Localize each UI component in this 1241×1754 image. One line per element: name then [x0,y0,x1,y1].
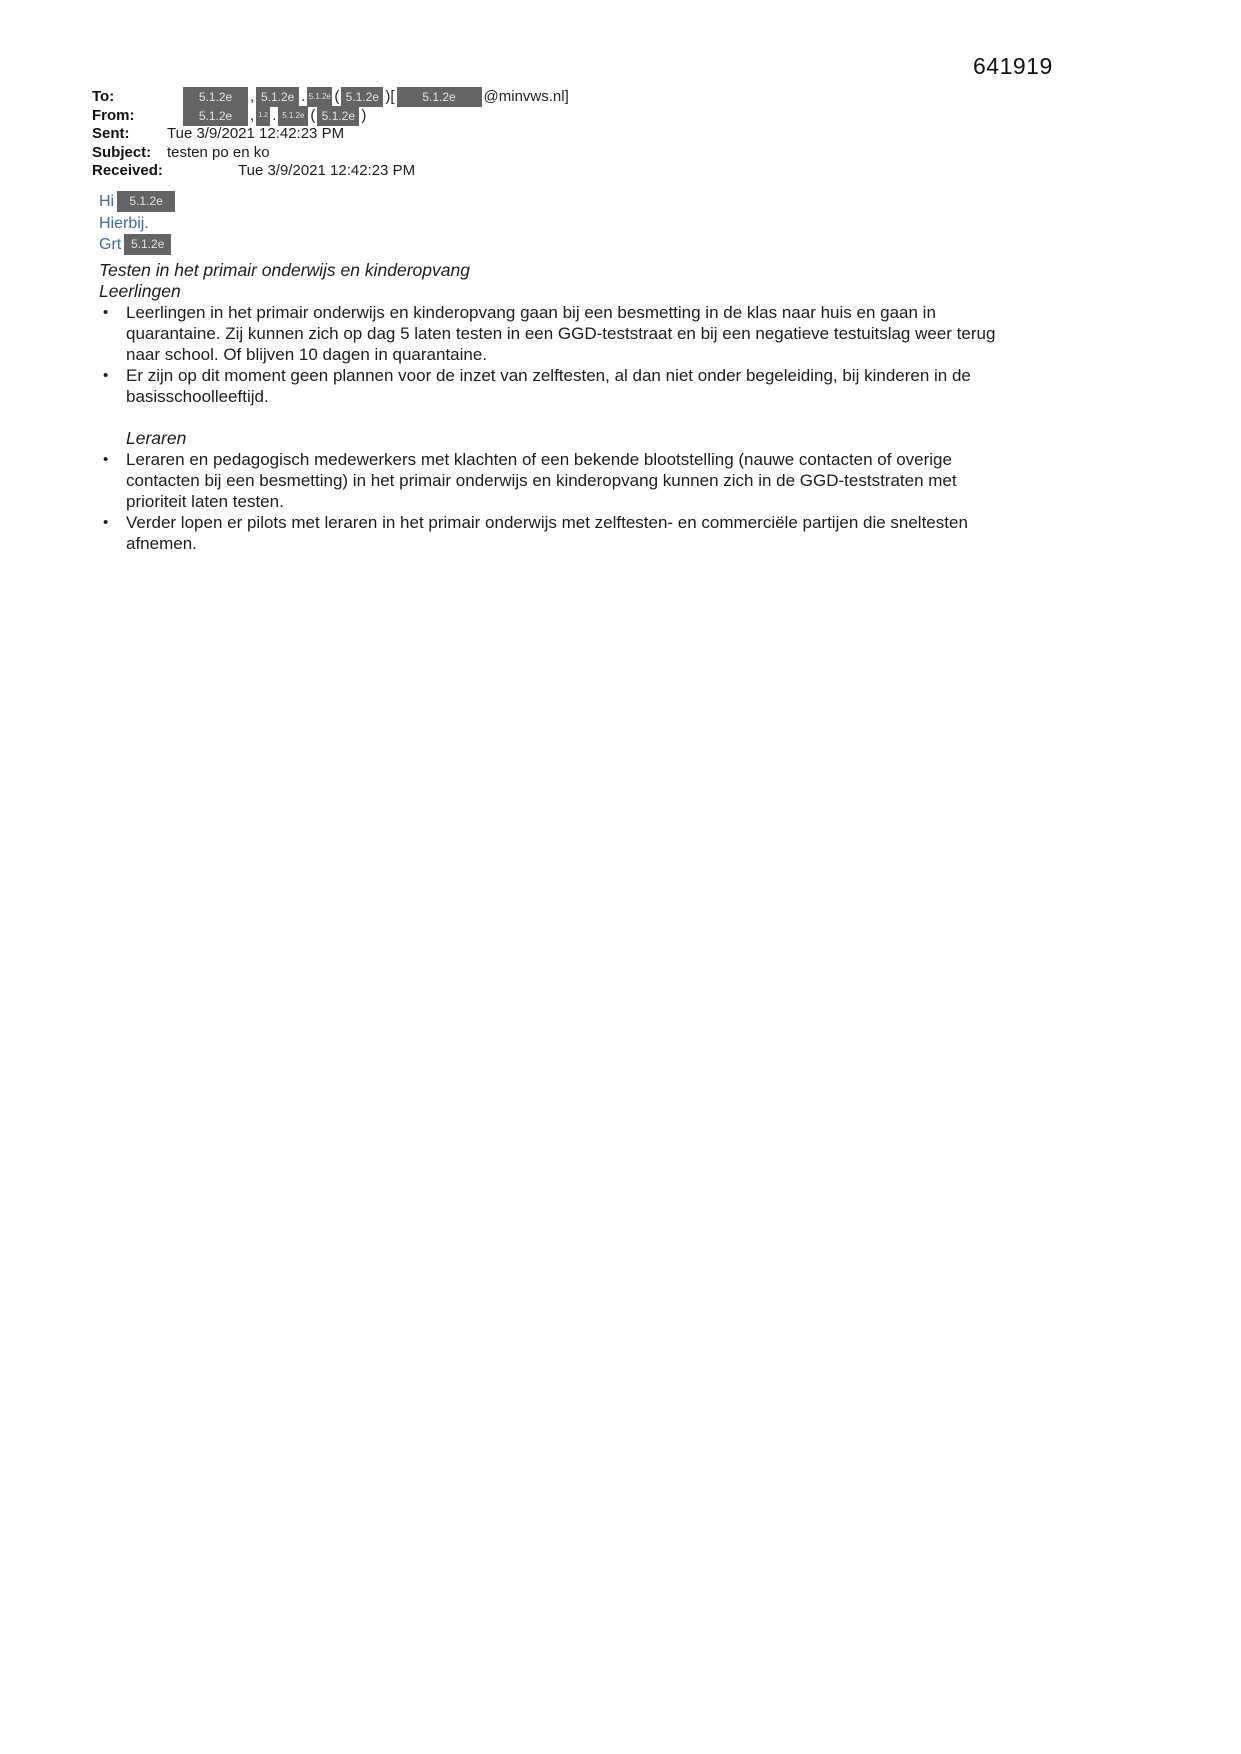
sent-label: Sent: [92,125,130,143]
bullet-text: Leraren en pedagogisch medewerkers met klachten of een bekende blootstelling (nauwe contacten of overige contacten bij een besmetting) in het primair onderwijs en kinderopvang kunnen zich in de GGD-teststraten met prioriteit laten testen. [126,450,957,511]
separator: ( [334,88,340,106]
received-label: Received: [92,162,163,180]
bullet-icon: • [103,367,109,384]
list-item [99,302,1013,365]
from-value [167,106,368,126]
section-title-leerlingen: Leerlingen [99,281,181,301]
sent-value: Tue 3/9/2021 12:42:23 PM [167,125,345,143]
header-row-sent [92,125,571,144]
redaction-box: 5.1.2e [183,87,248,107]
bullet-text: Er zijn op dit moment geen plannen voor de inzet van zelftesten, al dan niet onder begeleiding, bij kinderen in de basisschoolleeftijd. [126,366,971,406]
redaction-box: 5.1.2e [256,87,299,107]
separator: ( [310,106,316,124]
separator: . [272,106,277,124]
redaction-box: 5.1.2e [341,87,383,107]
doc-number: 641919 [973,53,1053,79]
to-value [167,87,571,107]
email-header [92,88,571,181]
subject-label: Subject: [92,143,152,161]
to-label: To: [92,88,115,106]
email-domain: @minvws.nl] [483,88,569,106]
separator: )[ [385,88,395,106]
greeting-grt: Grt [99,236,122,253]
received-value: Tue 3/9/2021 12:42:23 PM [238,162,416,180]
header-row-received [92,162,571,181]
bullet-icon: • [103,304,109,321]
redaction-box: 5.1.2e [117,191,175,212]
list-item [99,512,1013,554]
section-title-leraren: Leraren [126,428,187,448]
redaction-box: 5.1.2e [278,106,308,126]
bullet-icon: • [103,451,109,468]
greeting-block [99,191,175,256]
from-label: From: [92,106,135,124]
email-body [99,260,1013,554]
greeting-hierbij: Hierbij. [99,214,149,232]
bullet-list-leraren [99,449,1013,554]
separator: , [250,106,255,124]
greeting-hi: Hi [99,193,115,210]
redaction-box: 5.1.2e [397,87,482,107]
separator: . [301,88,306,106]
redaction-box: 5.1.2e [317,106,359,126]
bullet-icon: • [103,514,109,531]
bullet-list-leerlingen [99,302,1013,407]
separator: , [250,88,255,106]
redaction-box: 5.1.2e [124,234,171,255]
greeting-line-1 [99,191,175,213]
header-row-to [92,88,571,107]
list-item [99,449,1013,512]
redaction-box: 5.1.2e [183,106,248,126]
greeting-line-2 [99,213,175,235]
redaction-box: 5.1.2e [307,87,332,107]
header-row-subject [92,144,571,163]
bullet-text: Leerlingen in het primair onderwijs en kinderopvang gaan bij een besmetting in de klas naar huis en gaan in quarantaine. Zij kunnen zich op dag 5 laten testen in een GGD-teststraat en bij een negatieve testuitslag weer terug naar school. Of blijven 10 dagen in quarantaine. [126,303,996,364]
list-item [99,365,1013,407]
bullet-text: Verder lopen er pilots met leraren in het primair onderwijs met zelftesten- en commerciële partijen die sneltesten afnemen. [126,513,968,553]
header-row-from [92,107,571,126]
subject-value: testen po en ko [167,143,270,161]
redaction-box: 1.2 [256,106,270,126]
greeting-line-3 [99,234,175,256]
separator: ) [361,106,367,124]
body-heading: Testen in het primair onderwijs en kinderopvang [99,260,470,280]
